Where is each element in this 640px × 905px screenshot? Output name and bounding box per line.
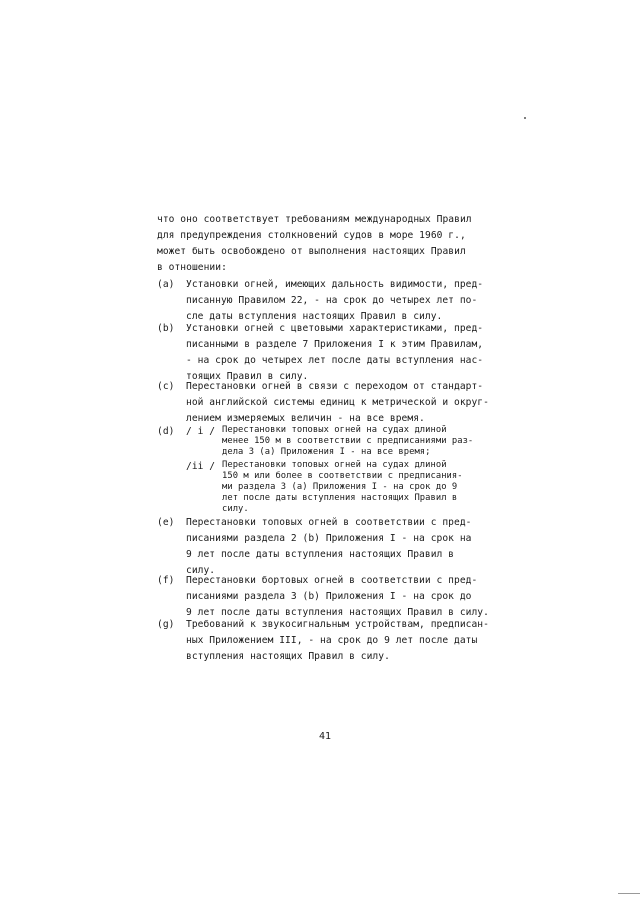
item-g-line: Требований к звукосигнальным устройствам, предписан-	[186, 619, 489, 630]
item-g-line: ных Приложением III, - на срок до 9 лет после даты	[186, 635, 478, 646]
item-c-line: Перестановки огней в связи с переходом от стандарт-	[186, 381, 484, 392]
item-marker-a: (a)	[157, 279, 175, 290]
item-b-line: тоящих Правил в силу.	[186, 371, 309, 382]
item-e-line: Перестановки топовых огней в соответствии с пред-	[186, 517, 472, 528]
scan-speck	[524, 117, 526, 119]
item-f-line: 9 лет после даты вступления настоящих Правил в силу.	[186, 607, 489, 618]
intro-line: для предупреждения столкновений судов в море 1960 г.,	[157, 230, 466, 241]
item-marker-b: (b)	[157, 323, 175, 334]
item-b-line: писанными в разделе 7 Приложения I к этим Правилам,	[186, 339, 484, 350]
item-a-line: писанную Правилом 22, - на срок до четырех лет по-	[186, 295, 478, 306]
intro-line: может быть освобождено от выполнения настоящих Правил	[157, 246, 466, 257]
item-marker-e: (e)	[157, 517, 175, 528]
subitem-marker-i: / i /	[186, 426, 216, 437]
page-number: 41	[319, 731, 332, 742]
subitem-i-line: менее 150 м в соответствии с предписаниями раз-	[222, 436, 474, 446]
subitem-ii-line: силу.	[222, 504, 249, 514]
subitem-ii-line: лет после даты вступления настоящих Правил в	[222, 493, 458, 503]
item-f-line: писаниями раздела 3 (b) Приложения I - на срок до	[186, 591, 472, 602]
item-a-line: Установки огней, имеющих дальность видимости, пред-	[186, 279, 484, 290]
item-marker-c: (c)	[157, 381, 175, 392]
subitem-ii-line: ми раздела 3 (a) Приложения I - на срок до 9	[222, 482, 458, 492]
item-b-line: Установки огней с цветовыми характеристиками, пред-	[186, 323, 484, 334]
subitem-ii-line: Перестановки топовых огней на судах длиной	[222, 460, 447, 470]
subitem-i-line: дела 3 (a) Приложения I - на все время;	[222, 447, 431, 457]
item-c-line: ной английской системы единиц к метрической и округ-	[186, 397, 489, 408]
item-e-line: писаниями раздела 2 (b) Приложения I - на срок на	[186, 533, 472, 544]
subitem-marker-ii: /ii /	[186, 461, 216, 472]
item-g-line: вступления настоящих Правил в силу.	[186, 651, 390, 662]
item-marker-f: (f)	[157, 575, 175, 586]
item-f-line: Перестановки бортовых огней в соответствии с пред-	[186, 575, 478, 586]
item-e-line: силу.	[186, 565, 216, 576]
item-c-line: лением измеряемых величин - на все время.	[186, 413, 425, 424]
item-b-line: - на срок до четырех лет после даты вступления нас-	[186, 355, 484, 366]
item-marker-d: (d)	[157, 426, 175, 437]
subitem-ii-line: 150 м или более в соответствии с предписания-	[222, 471, 463, 481]
intro-line: в отношении:	[157, 262, 227, 273]
item-marker-g: (g)	[157, 619, 175, 630]
item-a-line: сле даты вступления настоящих Правил в силу.	[186, 311, 443, 322]
subitem-i-line: Перестановки топовых огней на судах длиной	[222, 425, 447, 435]
scan-edge-line	[618, 893, 640, 894]
item-e-line: 9 лет после даты вступления настоящих Правил в	[186, 549, 454, 560]
intro-line: что оно соответствует требованиям международных Правил	[157, 214, 472, 225]
